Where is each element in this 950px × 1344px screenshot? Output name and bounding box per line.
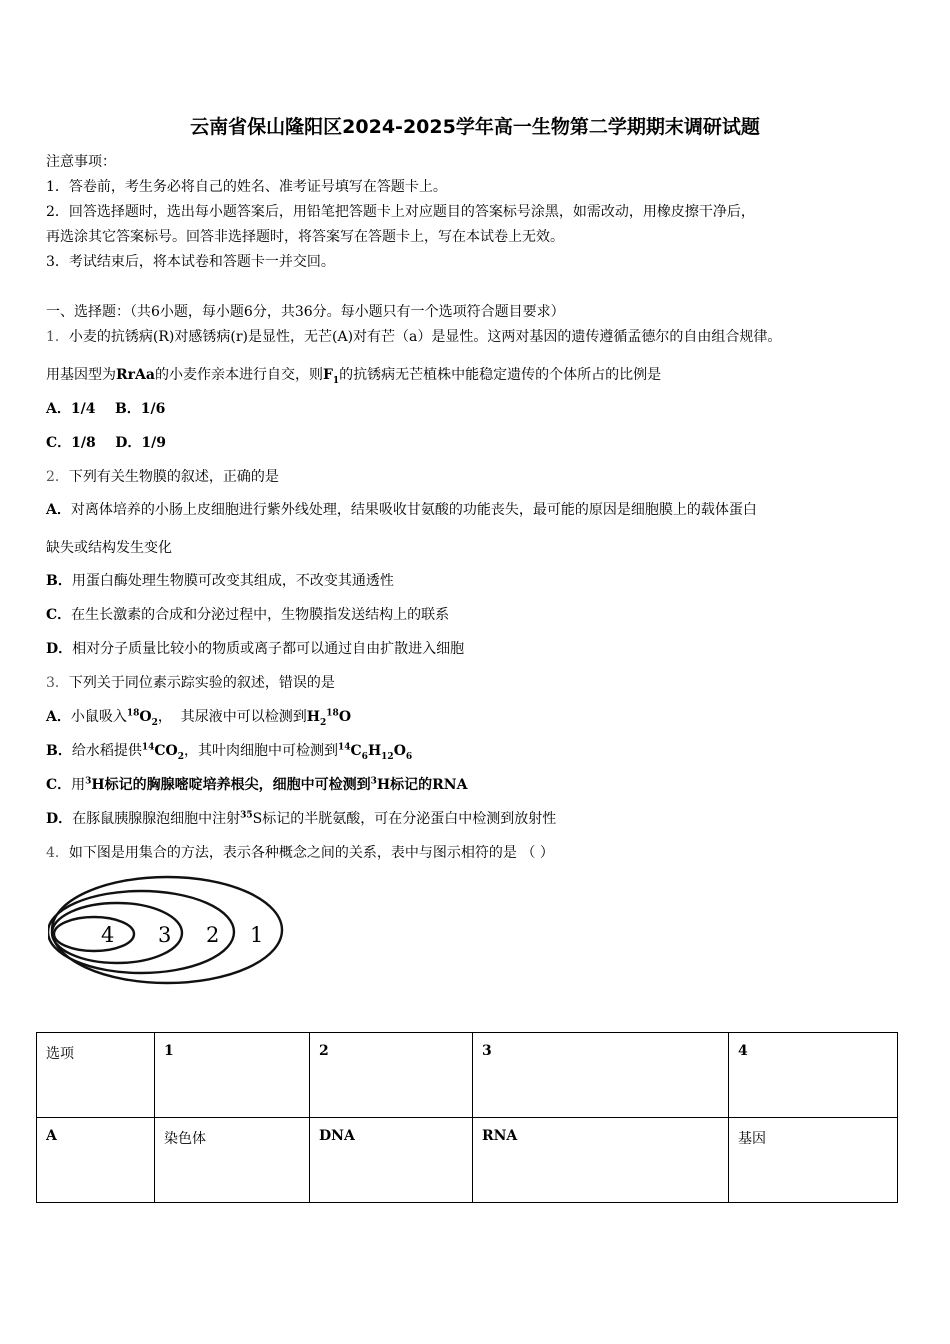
set-4-label: 4 [101, 923, 115, 947]
set-1-label: 1 [250, 923, 264, 947]
formula: O [139, 709, 152, 725]
superscript: 14 [337, 742, 351, 753]
text-run: 在豚鼠胰腺腺泡细胞中注射 [72, 811, 241, 827]
text-run: H标记的RNA [376, 777, 468, 793]
formula: O [338, 709, 352, 725]
formula: CO [154, 743, 178, 759]
superscript: 3 [370, 776, 377, 787]
superscript: 14 [141, 742, 155, 753]
notice-item: 3．考试结束后，将本试卷和答题卡一并交回。 [46, 254, 335, 270]
option-label: B． [46, 573, 72, 589]
notice-item: 再选涂其它答案标号。回答非选择题时，将答案写在答题卡上，写在本试卷上无效。 [46, 229, 564, 245]
question-number: 4． [46, 845, 69, 861]
table-cell: A [37, 1118, 155, 1203]
question-2-option-d [46, 639, 464, 659]
subscript: 12 [381, 751, 394, 762]
text-run: H标记的胸腺嘧啶培养根尖，细胞中可检测到 [91, 777, 371, 793]
option-label: C． [46, 607, 72, 623]
table-cell: DNA [310, 1118, 473, 1203]
question-3-option-d [46, 809, 556, 829]
text-run: 用基因型为 [46, 367, 116, 383]
option-label: A． [46, 502, 71, 518]
table-header-row [37, 1033, 898, 1118]
question-3-stem [46, 673, 335, 693]
generation-label: F [322, 367, 333, 383]
table-header-cell: 选项 [37, 1033, 155, 1118]
question-4-stem [46, 843, 554, 863]
table-row [37, 1118, 898, 1203]
question-2-option-b [46, 571, 394, 591]
superscript: 18 [126, 708, 140, 719]
question-number: 3． [46, 675, 69, 691]
text-run: S标记的半胱氨酸，可在分泌蛋白中检测到放射性 [252, 811, 557, 827]
question-number: 2． [46, 469, 69, 485]
stem-text: 下列有关生物膜的叙述，正确的是 [68, 469, 279, 485]
text-run: 用 [71, 777, 86, 793]
notice-heading: 注意事项： [46, 154, 116, 170]
notice-item: 2．回答选择题时，选出每小题答案后，用铅笔把答题卡上对应题目的答案标号涂黑，如需改动，用橡皮擦干净后， [46, 204, 755, 220]
formula: H [306, 709, 321, 725]
text-run: 小鼠吸入 [70, 709, 127, 725]
option-text: 在生长激素的合成和分泌过程中，生物膜指发送结构上的联系 [71, 607, 450, 623]
text-run: ， 其尿液中可以检测到 [157, 709, 307, 725]
option-label: B． [46, 743, 72, 759]
section-heading: 一、选择题：（共6小题，每小题6分，共36分。每小题只有一个选项符合题目要求） [46, 304, 565, 320]
nested-sets-diagram [48, 874, 288, 986]
subscript: 2 [177, 751, 184, 762]
question-2-option-c [46, 605, 449, 625]
table-header-cell: 1 [155, 1033, 310, 1118]
genotype: RrAa [116, 367, 155, 383]
option-text: 对离体培养的小肠上皮细胞进行紫外线处理，结果吸收甘氨酸的功能丧失，最可能的原因是细胞膜上的载体蛋白 [70, 502, 757, 518]
page-title: 云南省保山隆阳区2024-2025学年高一生物第二学期期末调研试题 [190, 116, 760, 138]
question-2-option-a-cont: 缺失或结构发生变化 [46, 540, 172, 556]
stem-text: 下列关于同位素示踪实验的叙述，错误的是 [68, 675, 335, 691]
table-header-cell: 4 [729, 1033, 898, 1118]
table-cell: RNA [473, 1118, 729, 1203]
question-1-line1: 小麦的抗锈病(R)对感锈病(r)是显性，无芒(A)对有芒（a）是显性。这两对基因的遗传遵循孟德尔的自由组合规律。 [68, 329, 782, 345]
table-header-cell: 2 [310, 1033, 473, 1118]
subscript: 1 [332, 375, 340, 386]
option-label: D． [46, 811, 73, 827]
set-3-label: 3 [158, 923, 172, 947]
subscript: 6 [361, 751, 368, 762]
set-4-ellipse [54, 917, 134, 951]
question-number: 1． [46, 329, 69, 345]
notice-item: 1．答卷前，考生务必将自己的姓名、准考证号填写在答题卡上。 [46, 179, 447, 195]
formula: O [393, 743, 406, 759]
formula: C [350, 743, 362, 759]
stem-text: 如下图是用集合的方法，表示各种概念之间的关系，表中与图示相符的是 （ ） [68, 845, 554, 861]
text-run: ，其叶肉细胞中可检测到 [183, 743, 338, 759]
text-run: 给水稻提供 [71, 743, 142, 759]
subscript: 2 [151, 717, 158, 728]
text-run: 的抗锈病无芒植株中能稳定遗传的个体所占的比例是 [339, 367, 662, 383]
superscript: 35 [240, 810, 253, 821]
superscript: 3 [85, 776, 92, 787]
option-label: A． [46, 709, 71, 725]
subscript: 2 [320, 717, 327, 728]
question-3-option-a [46, 707, 351, 727]
option-label: D． [46, 641, 73, 657]
subscript: 6 [405, 751, 413, 762]
question-2-stem [46, 467, 279, 487]
superscript: 18 [326, 708, 339, 719]
table-cell: 染色体 [155, 1118, 310, 1203]
table-header-cell: 3 [473, 1033, 729, 1118]
question-1-options-ab: A．1/4 B．1/6 [46, 401, 166, 417]
text-run: 的小麦作亲本进行自交，则 [154, 367, 323, 383]
question-1-line2 [46, 365, 661, 385]
question-1-options-cd: C．1/8 D．1/9 [46, 435, 166, 451]
question-1-stem [46, 327, 781, 347]
option-text: 用蛋白酶处理生物膜可改变其组成，不改变其通透性 [71, 573, 394, 589]
set-2-label: 2 [206, 923, 220, 947]
question-3-option-b [46, 741, 412, 761]
options-table [36, 1032, 898, 1203]
option-text: 相对分子质量比较小的物质或离子都可以通过自由扩散进入细胞 [72, 641, 465, 657]
table-cell: 基因 [729, 1118, 898, 1203]
formula: H [367, 743, 382, 759]
question-2-option-a [46, 500, 757, 520]
option-label: C． [46, 777, 72, 793]
question-3-option-c [46, 775, 467, 795]
